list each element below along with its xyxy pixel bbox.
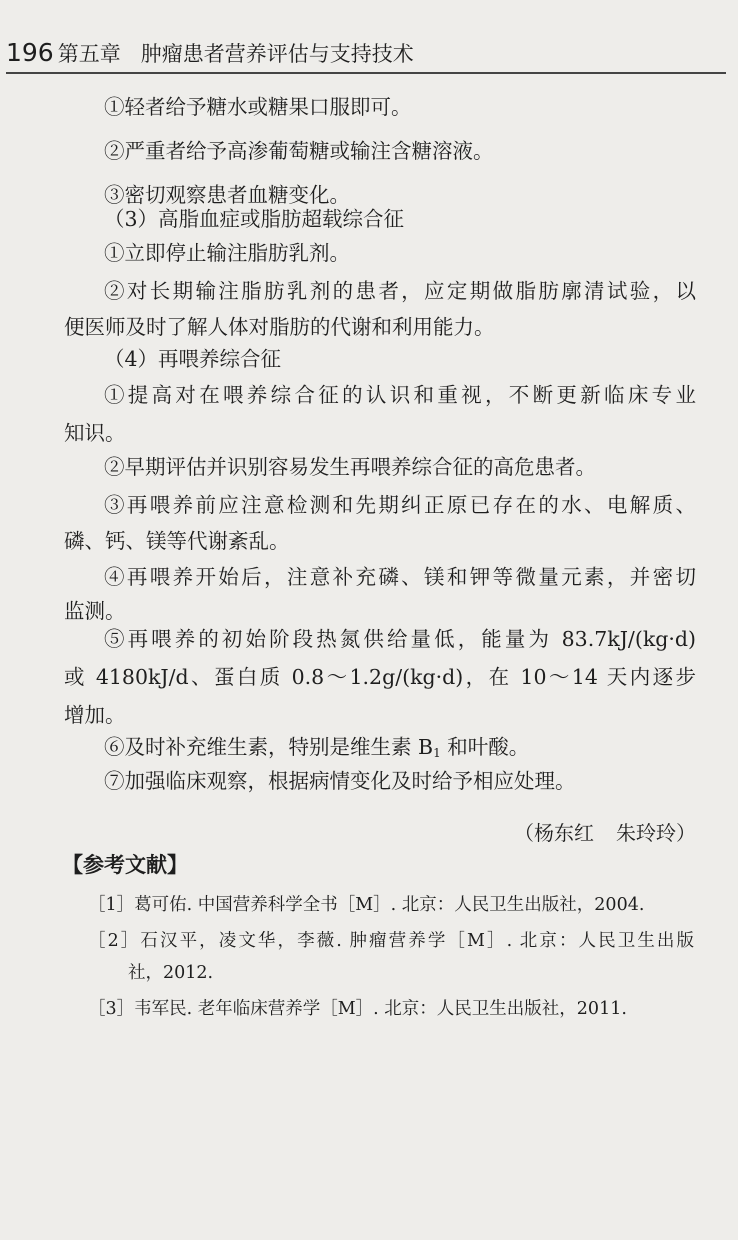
text-line <box>104 732 529 768</box>
text-line: ②对长期输注脂肪乳剂的患者，应定期做脂肪廓清试验，以 <box>104 279 696 303</box>
chapter-title: 肿瘤患者营养评估与支持技术 <box>140 42 414 66</box>
text-line: 或 4180kJ/d、蛋白质 0.8～1.2g/(kg·d)，在 10～14 天内逐步 <box>64 665 696 689</box>
reference-item: ［1］葛可佑. 中国营养科学全书［M］. 北京：人民卫生出版社，2004. <box>88 895 645 915</box>
text-fragment: 和叶酸。 <box>440 735 530 759</box>
text-line: 便医师及时了解人体对脂肪的代谢和利用能力。 <box>64 315 495 339</box>
text-line: ①立即停止输注脂肪乳剂。 <box>104 241 350 265</box>
section-heading: （4）再喂养综合征 <box>104 347 282 371</box>
author-name: 朱玲玲 <box>616 821 676 845</box>
text-line: 磷、钙、镁等代谢紊乱。 <box>64 529 290 553</box>
text-line: 增加。 <box>64 703 126 727</box>
author-attribution <box>514 818 696 848</box>
subscript: 1 <box>433 746 441 760</box>
text-line: ②早期评估并识别容易发生再喂养综合征的高危患者。 <box>104 455 596 479</box>
text-line: 知识。 <box>64 421 126 445</box>
text-line: ③密切观察患者血糖变化。 <box>104 183 350 207</box>
section-heading: （3）高脂血症或脂肪超载综合征 <box>104 207 405 231</box>
author-bracket-open: （ <box>514 821 534 845</box>
text-line: ①提高对在喂养综合征的认识和重视，不断更新临床专业 <box>104 383 696 407</box>
text-line: ①轻者给予糖水或糖果口服即可。 <box>104 95 412 119</box>
page-number: 196 <box>6 38 54 67</box>
text-line: ②严重者给予高渗葡萄糖或输注含糖溶液。 <box>104 139 494 163</box>
text-line: ④再喂养开始后，注意补充磷、镁和钾等微量元素，并密切 <box>104 565 696 589</box>
chapter-label: 第五章 <box>57 42 121 66</box>
reference-item: ［2］石汉平，凌文华，李薇. 肿瘤营养学［M］. 北京：人民卫生出版 <box>88 931 694 951</box>
text-line: ③再喂养前应注意检测和先期纠正原已存在的水、电解质、 <box>104 493 696 517</box>
text-line: 监测。 <box>64 599 126 623</box>
reference-item-continued: 社，2012. <box>128 963 214 983</box>
reference-item: ［3］韦军民. 老年临床营养学［M］. 北京：人民卫生出版社，2011. <box>88 999 627 1019</box>
author-bracket-close: ） <box>676 821 696 845</box>
references-heading: 【参考文献】 <box>62 853 188 877</box>
text-line: ⑦加强临床观察，根据病情变化及时给予相应处理。 <box>104 769 576 793</box>
author-name: 杨东红 <box>534 821 594 845</box>
text-line: ⑤再喂养的初始阶段热氮供给量低，能量为 83.7kJ/(kg·d) <box>104 627 696 651</box>
page-header <box>6 38 726 74</box>
text-fragment: ⑥及时补充维生素，特别是维生素 B <box>104 735 434 759</box>
